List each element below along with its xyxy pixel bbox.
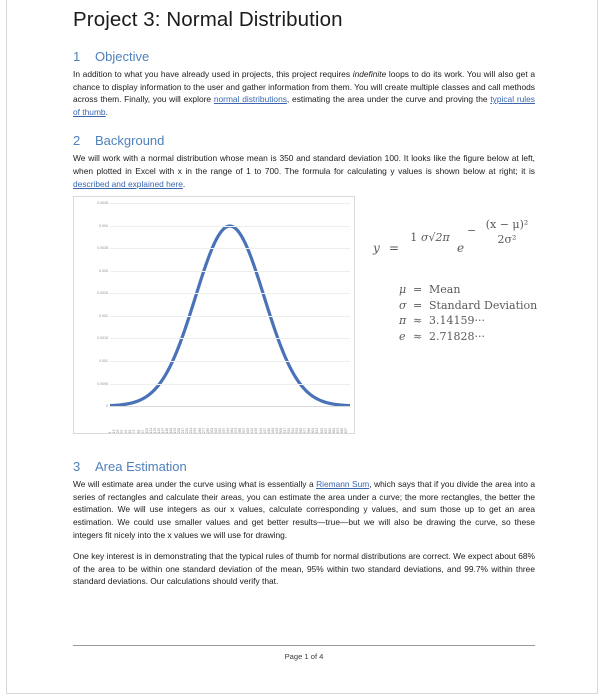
chart-gridline [110,203,350,204]
page-footer [73,645,535,661]
chart-y-tick-label: 0.0045 [97,201,108,206]
legend-row [399,313,555,329]
chart-x-tick-label: 49 [124,429,129,434]
fraction-numerator: 1 [410,231,418,245]
chart-x-tick-label: 685 [339,427,344,434]
legend-row [399,329,555,345]
section-heading-area-estimation [73,458,535,475]
chart-y-tick-label: 0.0005 [97,381,108,386]
chart-x-tick-label: 637 [323,427,328,434]
chart-x-tick-label: 349 [225,427,230,434]
exponent-numerator: (x − μ)² [485,218,529,232]
paragraph-area-estimation [73,478,535,541]
euler-symbol: e [457,241,465,256]
emphasis-indefinite: indefinite [352,69,387,79]
chart-x-tick-label: 433 [254,427,259,434]
chart-gridline [110,248,350,249]
chart-x-axis [107,407,350,434]
chart-x-tick-label: 565 [299,427,304,434]
page-title: Project 3: Normal Distribution [73,8,343,31]
legend-row [399,282,555,298]
text-run: , estimating the area under the curve and proving the [286,94,491,105]
equation-equals: = [389,241,400,256]
text-run: We will estimate area under the curve using what is essentially a [73,479,317,490]
sqrt-two-pi: √2π [428,231,450,245]
link-described-and-explained-here[interactable]: described and explained here [73,178,183,189]
chart-x-tick-label: 613 [315,427,320,434]
chart-x-tick-label: 421 [250,427,255,434]
chart-x-tick-label: 13 [111,429,116,434]
text-run: loops to do its work. You will also get a chance to display information to the user and gather information from them. You will create multiple classes and call methods across them. Finally, you will explore [73,69,535,105]
chart-x-tick-label: 301 [209,427,214,434]
chart-y-tick-label: 0.003 [99,268,108,273]
chart-x-tick-label: 325 [217,427,222,434]
chart-x-tick-label: 577 [303,427,308,434]
section-number: 2 [73,133,81,149]
normal-distribution-chart [73,196,355,434]
formula-legend [399,282,555,344]
exponent-minus-sign: − [467,224,477,238]
chart-x-tick-label: 469 [266,427,271,434]
paragraph-rules-of-thumb: One key interest is in demonstrating that the typical rules of thumb for normal distributions are correct. We expect about 68% of the area to be within one standard deviation of the mean, 95% within two standard deviations, and 99.7% within three standard deviations. Our calculations should verify that. [73,551,535,587]
chart-x-tick-label: 25 [115,429,120,434]
legend-relation: = [413,298,423,312]
chart-x-tick-label: 121 [148,427,153,434]
chart-x-tick-label: 85 [136,429,141,434]
chart-x-tick-label: 97 [140,429,145,434]
chart-x-tick-label: 337 [221,427,226,434]
chart-y-tick-label: 0.004 [99,223,108,228]
chart-y-tick-label: 0 [106,404,108,409]
legend-symbol: σ [399,298,407,312]
chart-x-tick-label: 553 [294,427,299,434]
legend-symbol: π [399,314,407,328]
chart-gridline [110,361,350,362]
chart-x-tick-label: 253 [193,427,198,434]
chart-x-tick-label: 169 [164,427,169,434]
chart-x-tick-label: 229 [185,427,190,434]
paragraph-objective [73,68,535,118]
text-run: In addition to what you have already used in projects, this project requires [73,69,353,79]
chart-x-tick-label: 385 [238,427,242,434]
chart-y-tick-label: 0.0035 [97,246,108,251]
chart-x-tick-label: 397 [242,427,247,434]
section-title: Area Estimation [95,459,187,475]
chart-gridline [110,316,350,317]
chart-gridline [110,226,350,227]
chart-x-tick-label: 157 [160,427,165,434]
link-riemann-sum[interactable]: Riemann Sum [316,479,370,490]
chart-y-axis [76,197,108,433]
sigma-symbol: σ [421,231,429,245]
chart-x-tick-label: 493 [274,427,279,434]
chart-x-tick-label: 541 [290,427,295,434]
legend-symbol: e [399,329,406,343]
chart-x-tick-label: 109 [144,427,149,434]
chart-x-tick-label: 505 [278,427,283,434]
page-number: Page 1 of 4 [284,652,324,661]
legend-meaning: Standard Deviation [429,298,538,312]
legend-meaning: 2.71828··· [429,329,485,343]
legend-symbol: μ [399,283,407,297]
chart-gridline [110,271,350,272]
chart-gridline [110,338,350,339]
chart-plot-area [110,203,350,406]
text-run: , which says that if you divide the area into a series of rectangles and calculate their areas, you can estimate the area under a curve; the more rectangles, the better the estimation. We will use integers as our x values, calculate corresponding y values, and sum those up to get an area estimation. We could use smaller values and get better results—true—but we will also be drawing the curve, so these integers fit nicely into the x values we will use for drawing. [73,479,535,540]
legend-relation: ≈ [413,314,423,328]
legend-relation: = [413,283,423,297]
chart-y-tick-label: 0.0025 [97,291,108,296]
chart-x-tick-label: 289 [205,427,210,434]
chart-y-tick-label: 0.001 [99,359,108,364]
text-run: . [105,106,108,117]
figure-band [73,196,538,444]
legend-row [399,298,555,314]
exponent-denominator: 2σ² [497,233,517,247]
chart-x-tick-label: 205 [176,427,181,434]
footer-divider [73,645,535,646]
text-run: . [182,178,186,189]
fraction-denominator [421,231,450,244]
chart-x-tick-label: 361 [229,427,234,434]
chart-x-tick-label: 373 [233,427,238,434]
chart-x-tick-label: 181 [168,427,173,434]
formula-block [369,218,555,344]
section-title: Background [95,133,165,149]
chart-curve [110,203,350,406]
chart-x-tick-label: 217 [181,427,186,434]
section-heading-background [73,132,535,149]
link-normal-distributions[interactable]: normal distributions [213,94,287,105]
chart-x-tick-label: 661 [331,427,336,434]
chart-x-tick-label: 445 [258,427,263,434]
chart-x-tick-label: 133 [152,427,157,434]
chart-x-tick-label: 625 [319,427,324,434]
chart-x-tick-label: 481 [270,427,275,434]
section-title: Objective [95,49,150,64]
normal-pdf-equation [369,218,555,272]
chart-x-tick-label: 61 [128,429,133,434]
chart-gridline [110,293,350,294]
chart-x-tick-label: 145 [156,427,161,434]
chart-x-tick-label: 517 [282,427,287,434]
chart-x-tick-label: 1 [107,431,112,434]
chart-x-tick-label: 409 [246,427,251,434]
paragraph-background [73,152,535,190]
chart-x-tick-label: 649 [327,427,332,434]
chart-x-tick-label: 457 [262,427,267,434]
chart-x-tick-label: 529 [286,427,291,434]
chart-y-tick-label: 0.002 [99,313,108,318]
chart-x-tick-label: 265 [197,427,202,434]
document-page [6,0,598,694]
chart-x-tick-label: 589 [307,427,312,434]
equation-lhs: y [373,241,380,256]
chart-y-tick-label: 0.0015 [97,336,108,341]
chart-x-tick-label: 37 [120,429,125,434]
section-number: 1 [73,49,81,64]
chart-gridline [110,384,350,385]
chart-x-tick-label: 241 [189,427,194,434]
chart-x-tick-label: 697 [343,427,348,434]
section-number: 3 [73,459,81,475]
link-typical-rules-of-thumb[interactable]: typical rules of thumb [73,94,535,117]
equation-fraction [405,230,455,244]
chart-x-tick-label: 673 [335,427,340,434]
text-run: We will work with a normal distribution whose mean is 350 and standard deviation 100. It looks like the figure below at left, when plotted in Excel with x in the range of 1 to 700. The formula for calculating y values is shown below at right; it is [73,153,535,176]
chart-x-tick-label: 73 [132,429,137,434]
chart-x-tick-label: 601 [311,427,316,434]
exponent-fraction [475,217,539,247]
section-heading-objective [73,48,535,65]
chart-x-tick-label: 277 [201,427,206,434]
legend-meaning: Mean [429,283,461,297]
chart-x-tick-label: 313 [213,427,218,434]
legend-relation: ≈ [413,329,423,343]
document-content [73,0,538,597]
chart-x-tick-label: 193 [172,427,177,434]
legend-meaning: 3.14159··· [429,314,485,328]
